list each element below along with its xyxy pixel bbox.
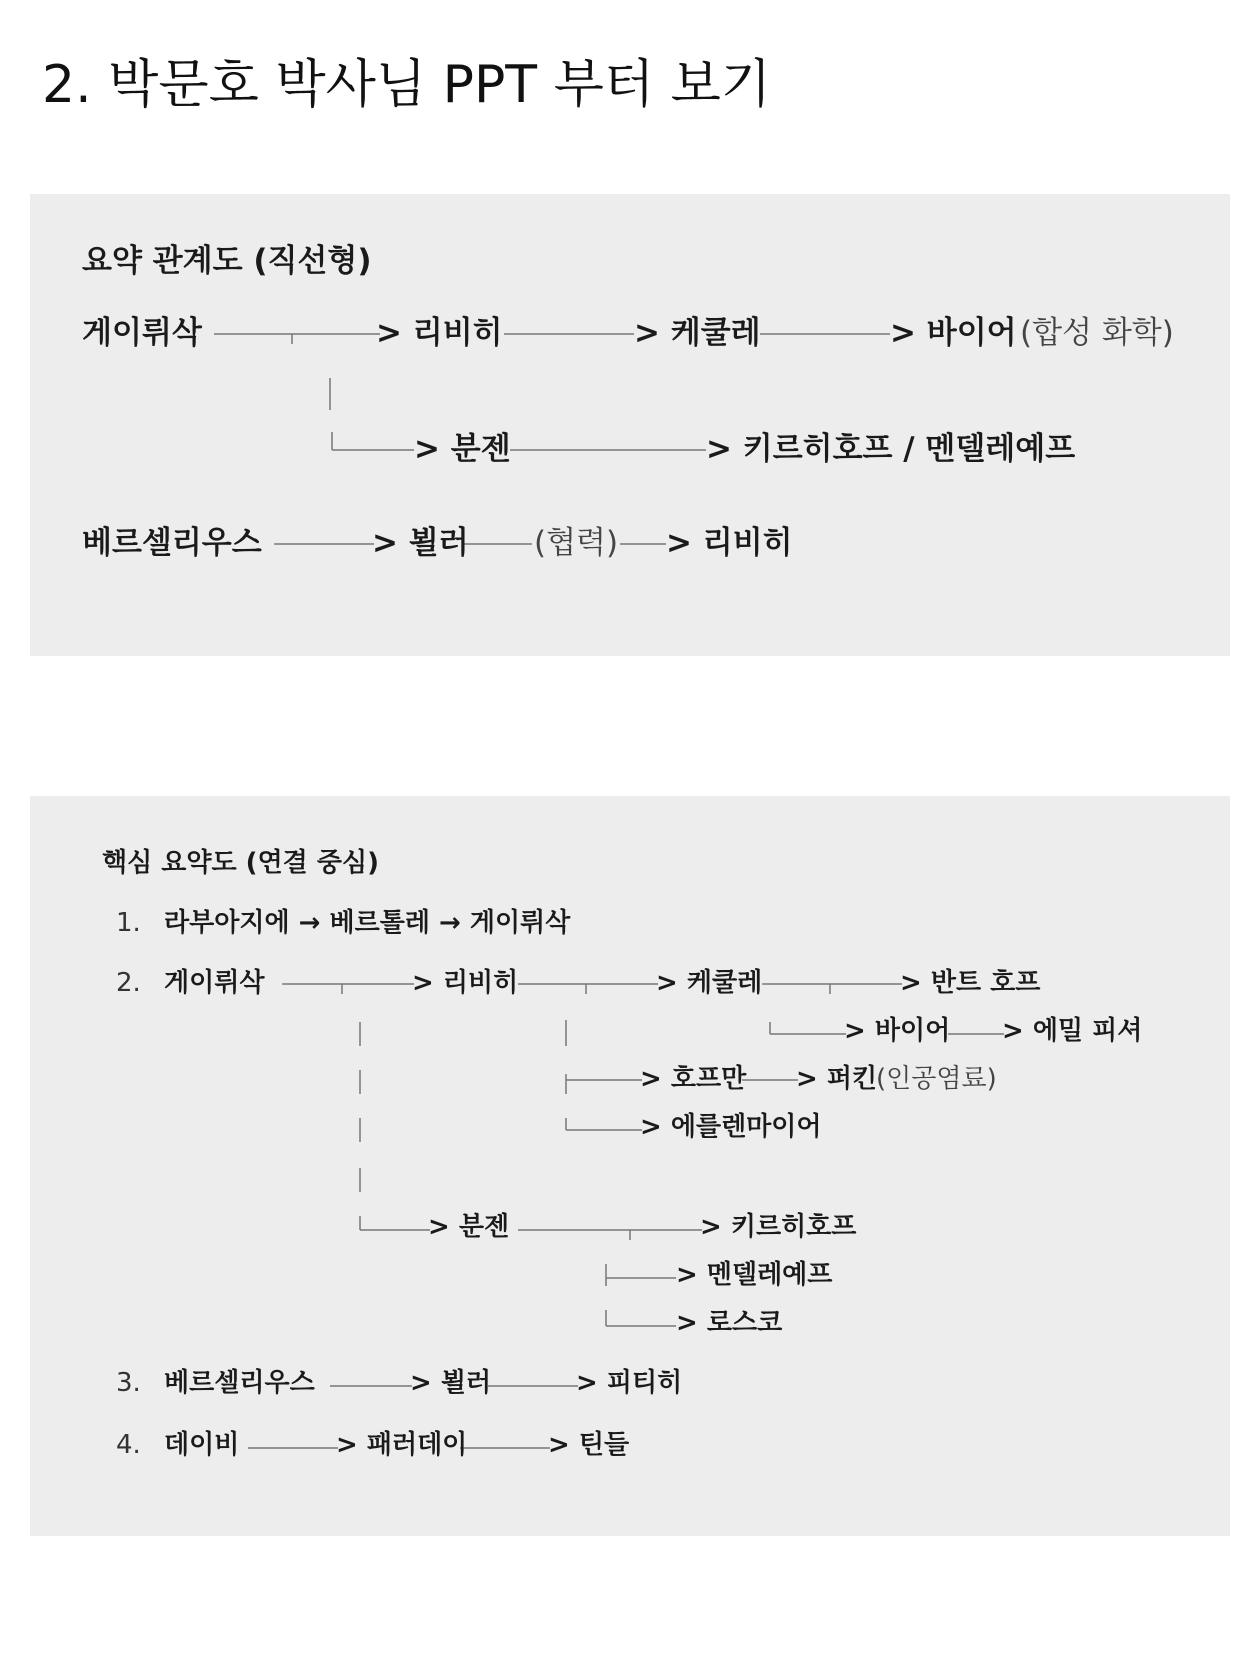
node-baeyer: > 바이어 bbox=[844, 1016, 951, 1046]
list-number: 3. bbox=[116, 1368, 141, 1398]
list-number: 1. bbox=[116, 908, 141, 938]
node-kekule: > 케쿨레 bbox=[634, 315, 761, 351]
node-bunsen: > 분젠 bbox=[414, 431, 511, 467]
node-emil-fischer: > 에밀 피셔 bbox=[1002, 1016, 1143, 1046]
chain-lavoisier: 라부아지에 → 베르톨레 → 게이뤼삭 bbox=[164, 908, 571, 938]
node-baeyer-note: (합성 화학) bbox=[1020, 315, 1174, 351]
node-kirchhoff: > 키르히호프 bbox=[700, 1212, 857, 1242]
node-davy: 데이비 bbox=[164, 1430, 240, 1460]
node-gay-lussac: 게이뤼삭 bbox=[164, 968, 265, 998]
node-fittig: > 피티히 bbox=[576, 1368, 683, 1398]
summary-diagram-connection bbox=[30, 796, 1230, 1536]
node-faraday: > 패러데이 bbox=[336, 1430, 468, 1460]
node-roscoe: > 로스코 bbox=[676, 1308, 783, 1338]
node-bunsen: > 분젠 bbox=[428, 1212, 510, 1242]
node-mendeleev: > 멘델레예프 bbox=[676, 1260, 833, 1290]
node-kirchhoff-mendeleev: > 키르히호프 / 멘델레예프 bbox=[706, 431, 1076, 467]
node-liebig: > 리비히 bbox=[376, 315, 503, 351]
diagram-heading: 핵심 요약도 (연결 중심) bbox=[102, 848, 379, 878]
node-perkin: > 퍼킨 bbox=[796, 1064, 878, 1094]
page-title: 2. 박문호 박사님 PPT 부터 보기 bbox=[42, 55, 772, 115]
node-berzelius: 베르셀리우스 bbox=[164, 1368, 315, 1398]
node-baeyer: > 바이어 bbox=[890, 315, 1017, 351]
node-wohler: > 뵐러 bbox=[410, 1368, 492, 1398]
node-berzelius: 베르셀리우스 bbox=[82, 525, 262, 561]
node-liebig-2: > 리비히 bbox=[666, 525, 793, 561]
list-number: 4. bbox=[116, 1430, 141, 1460]
node-gay-lussac: 게이뤼삭 bbox=[82, 315, 202, 351]
list-number: 2. bbox=[116, 968, 141, 998]
node-tyndall: > 틴들 bbox=[548, 1430, 630, 1460]
node-perkin-note: (인공염료) bbox=[876, 1064, 997, 1094]
summary-diagram-linear bbox=[30, 194, 1230, 656]
node-van-t-hoff: > 반트 호프 bbox=[900, 968, 1041, 998]
diagram-heading: 요약 관계도 (직선형) bbox=[82, 243, 372, 279]
node-kekule: > 케쿨레 bbox=[656, 968, 763, 998]
node-liebig: > 리비히 bbox=[412, 968, 519, 998]
relation-label-cooperation: (협력) bbox=[534, 525, 619, 561]
connector-lines-2 bbox=[30, 796, 1230, 1536]
node-hofmann: > 호프만 bbox=[640, 1064, 747, 1094]
node-erlenmeyer: > 에를렌마이어 bbox=[640, 1112, 822, 1142]
node-wohler: > 뵐러 bbox=[372, 525, 469, 561]
